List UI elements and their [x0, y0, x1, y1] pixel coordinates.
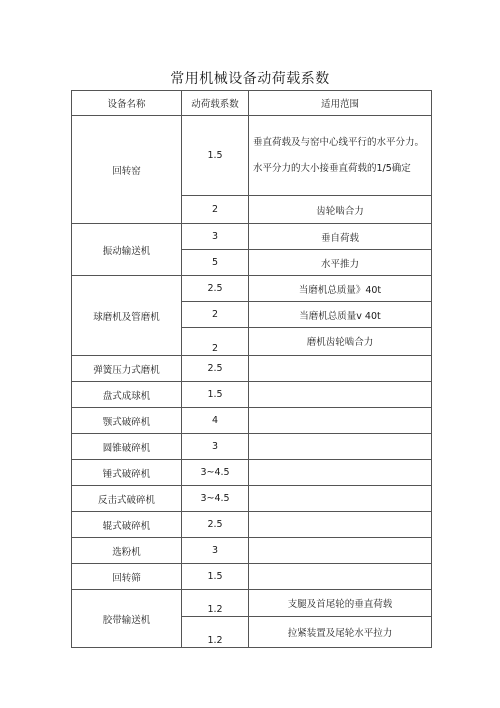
table-header-row: [72, 91, 432, 116]
equipment-name-cell: 回转窑: [72, 116, 182, 224]
equipment-name-cell: 反击式破碎机: [72, 486, 182, 512]
equipment-name-cell: 回转筛: [72, 564, 182, 590]
coefficient-cell: 3: [182, 434, 249, 460]
scope-cell: 当磨机总质量v 40t: [249, 302, 432, 328]
coefficient-cell: 2.5: [182, 356, 249, 382]
scope-cell: [249, 486, 432, 512]
scope-cell: [249, 356, 432, 382]
equipment-name-cell: 球磨机及管磨机: [72, 276, 182, 356]
scope-cell: [249, 382, 432, 408]
scope-cell: 磨机齿轮啮合力: [249, 328, 432, 356]
scope-cell: [249, 564, 432, 590]
header-equipment-name: 设备名称: [72, 91, 182, 116]
equipment-name-cell: 辊式破碎机: [72, 512, 182, 538]
coefficient-cell: 2.5: [182, 276, 249, 302]
table-row: [72, 538, 432, 564]
table-row: [72, 486, 432, 512]
coefficient-cell: 1.5: [182, 564, 249, 590]
coefficient-cell: 1.5: [182, 382, 249, 408]
scope-cell: [249, 434, 432, 460]
table-row: [72, 116, 432, 196]
equipment-name-cell: 振动输送机: [72, 224, 182, 276]
scope-cell: [249, 460, 432, 486]
dynamic-load-coefficient-table: [71, 90, 432, 648]
coefficient-cell: 1.5: [182, 116, 249, 196]
scope-cell: 垂直荷载及与窑中心线平行的水平分力。水平分力的大小接垂直荷载的1/5确定: [249, 116, 432, 196]
table-row: [72, 512, 432, 538]
scope-cell: 齿轮啮合力: [249, 196, 432, 224]
scope-cell: 水平推力: [249, 250, 432, 276]
coefficient-cell: 1.2: [182, 617, 249, 648]
table-row: [72, 434, 432, 460]
scope-cell: 拉紧装置及尾轮水平拉力: [249, 617, 432, 648]
coefficient-cell: 3: [182, 224, 249, 250]
equipment-name-cell: 选粉机: [72, 538, 182, 564]
coefficient-cell: 2: [182, 196, 249, 224]
header-application-scope: 适用范围: [249, 91, 432, 116]
scope-cell: [249, 512, 432, 538]
header-dynamic-load-coefficient: 动荷载系数: [182, 91, 249, 116]
coefficient-cell: 2.5: [182, 512, 249, 538]
coefficient-cell: 2: [182, 302, 249, 328]
table-row: [72, 356, 432, 382]
table-row: [72, 382, 432, 408]
table-row: [72, 590, 432, 617]
table-row: [72, 408, 432, 434]
document-title: 常用机械设备动荷载系数: [170, 71, 330, 87]
coefficient-cell: 3~4.5: [182, 460, 249, 486]
coefficient-cell: 3: [182, 538, 249, 564]
table-row: [72, 460, 432, 486]
scope-cell: 支腿及首尾轮的垂直荷载: [249, 590, 432, 617]
coefficient-cell: 1.2: [182, 590, 249, 617]
table-row: [72, 564, 432, 590]
table-row: [72, 276, 432, 302]
equipment-name-cell: 锤式破碎机: [72, 460, 182, 486]
equipment-name-cell: 胶带输送机: [72, 590, 182, 648]
table-row: [72, 224, 432, 250]
coefficient-cell: 3~4.5: [182, 486, 249, 512]
scope-cell: 当磨机总质量》40t: [249, 276, 432, 302]
coefficient-cell: 5: [182, 250, 249, 276]
scope-cell: [249, 408, 432, 434]
scope-cell: 垂自荷载: [249, 224, 432, 250]
coefficient-cell: 4: [182, 408, 249, 434]
equipment-name-cell: 盘式成球机: [72, 382, 182, 408]
equipment-name-cell: 圆锥破碎机: [72, 434, 182, 460]
coefficient-cell: 2: [182, 328, 249, 356]
equipment-name-cell: 弹簧压力式磨机: [72, 356, 182, 382]
equipment-name-cell: 颚式破碎机: [72, 408, 182, 434]
scope-cell: [249, 538, 432, 564]
